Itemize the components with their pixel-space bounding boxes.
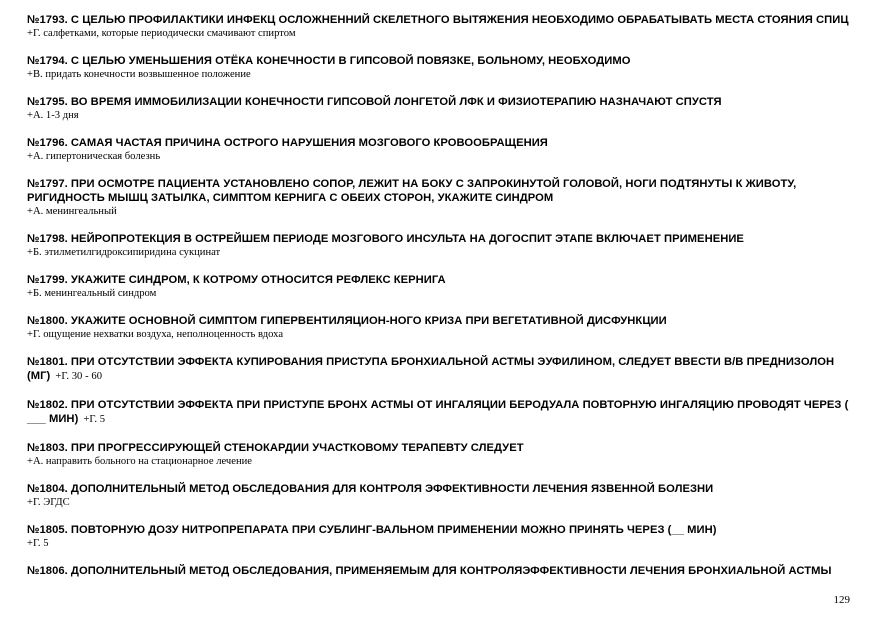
question-text [27,355,853,384]
question-text-content: №1801. ПРИ ОТСУТСТВИИ ЭФФЕКТА КУПИРОВАНИЯ ПРИСТУПА БРОНХИАЛЬНОЙ АСТМЫ ЭУФИЛИНОМ, СЛЕДУЕТ ВВЕСТИ В/В ПРЕДНИЗОЛОН (МГ) [27,356,835,382]
question-text: №1797. ПРИ ОСМОТРЕ ПАЦИЕНТА УСТАНОВЛЕНО СОПОР, ЛЕЖИТ НА БОКУ С ЗАПРОКИНУТОЙ ГОЛОВОЙ, НОГИ ПОДТЯНУТЫ К ЖИВОТУ, РИГИДНОСТЬ МЫШЦ ЗАТЫЛКА, СИМПТОМ КЕРНИГА С ОБЕИХ СТОРОН, УКАЖИТЕ СИНДРОМ [27,178,797,204]
question-text: №1800. УКАЖИТЕ ОСНОВНОЙ СИМПТОМ ГИПЕРВЕНТИЛЯЦИОН-НОГО КРИЗА ПРИ ВЕГЕТАТИВНОЙ ДИСФУНКЦИИ [27,315,667,327]
answer-text: +В. придать конечности возвышенное положение [27,69,251,80]
question-1801 [27,355,853,384]
answer-text: +А. 1-3 дня [27,110,79,121]
question-text: №1804. ДОПОЛНИТЕЛЬНЫЙ МЕТОД ОБСЛЕДОВАНИЯ ДЛЯ КОНТРОЛЯ ЭФФЕКТИВНОСТИ ЛЕЧЕНИЯ ЯЗВЕННОЙ БОЛЕЗНИ [27,483,714,495]
question-1797 [27,177,853,218]
question-1806 [27,564,853,578]
answer-text: +Г. салфетками, которые периодически смачивают спиртом [27,28,296,39]
question-text: №1803. ПРИ ПРОГРЕССИРУЮЩЕЙ СТЕНОКАРДИИ УЧАСТКОВОМУ ТЕРАПЕВТУ СЛЕДУЕТ [27,442,524,454]
question-1794 [27,54,853,81]
answer-text: +А. направить больного на стационарное лечение [27,456,252,467]
question-1803 [27,441,853,468]
question-text: №1795. ВО ВРЕМЯ ИММОБИЛИЗАЦИИ КОНЕЧНОСТИ ГИПСОВОЙ ЛОНГЕТОЙ ЛФК И ФИЗИОТЕРАПИЮ НАЗНАЧАЮТ СПУСТЯ [27,96,722,108]
question-1802 [27,398,853,427]
question-1804 [27,482,853,509]
page-number: 129 [833,594,850,606]
question-1799 [27,273,853,300]
answer-text: +Г. ЭГДС [27,497,70,508]
answer-text: +Б. этилметилгидроксипиридина сукцинат [27,247,221,258]
question-text [27,398,853,427]
answer-text: +А. менингеальный [27,206,117,217]
answer-text: +Г. ощущение нехватки воздуха, неполноценность вдоха [27,329,284,340]
question-1800 [27,314,853,341]
question-text: №1796. САМАЯ ЧАСТАЯ ПРИЧИНА ОСТРОГО НАРУШЕНИЯ МОЗГОВОГО КРОВООБРАЩЕНИЯ [27,137,548,149]
answer-text: +Г. 5 [83,414,106,425]
answer-text: +Б. менингеальный синдром [27,288,157,299]
answer-text: +Г. 5 [27,538,49,549]
question-text: №1794. С ЦЕЛЬЮ УМЕНЬШЕНИЯ ОТЁКА КОНЕЧНОСТИ В ГИПСОВОЙ ПОВЯЗКЕ, БОЛЬНОМУ, НЕОБХОДИМО [27,55,631,67]
question-text: №1805. ПОВТОРНУЮ ДОЗУ НИТРОПРЕПАРАТА ПРИ СУБЛИНГ-ВАЛЬНОМ ПРИМЕНЕНИИ МОЖНО ПРИНЯТЬ ЧЕРЕЗ (__ МИН) [27,524,717,536]
question-text: №1799. УКАЖИТЕ СИНДРОМ, К КОТРОМУ ОТНОСИТСЯ РЕФЛЕКС КЕРНИГА [27,274,446,286]
question-text: №1806. ДОПОЛНИТЕЛЬНЫЙ МЕТОД ОБСЛЕДОВАНИЯ, ПРИМЕНЯЕМЫМ ДЛЯ КОНТРОЛЯЭФФЕКТИВНОСТИ ЛЕЧЕНИЯ БРОНХИАЛЬНОЙ АСТМЫ [27,565,832,577]
question-1798 [27,232,853,259]
answer-text: +А. гипертоническая болезнь [27,151,161,162]
question-text-content: №1802. ПРИ ОТСУТСТВИИ ЭФФЕКТА ПРИ ПРИСТУПЕ БРОНХ АСТМЫ ОТ ИНГАЛЯЦИИ БЕРОДУАЛА ПОВТОРНУЮ ИНГАЛЯЦИЮ ПРОВОДЯТ ЧЕРЕЗ ( ___ МИН) [27,399,849,425]
question-1796 [27,136,853,163]
answer-text: +Г. 30 - 60 [55,371,103,382]
document-page [27,13,853,592]
question-1805 [27,523,853,550]
question-1795 [27,95,853,122]
question-1793 [27,13,853,40]
question-text: №1793. С ЦЕЛЬЮ ПРОФИЛАКТИКИ ИНФЕКЦ ОСЛОЖНЕННИЙ СКЕЛЕТНОГО ВЫТЯЖЕНИЯ НЕОБХОДИМО ОБРАБАТЫВАТЬ МЕСТА СТОЯНИЯ СПИЦ [27,14,849,26]
question-text: №1798. НЕЙРОПРОТЕКЦИЯ В ОСТРЕЙШЕМ ПЕРИОДЕ МОЗГОВОГО ИНСУЛЬТА НА ДОГОСПИТ ЭТАПЕ ВКЛЮЧАЕТ ПРИМЕНЕНИЕ [27,233,744,245]
